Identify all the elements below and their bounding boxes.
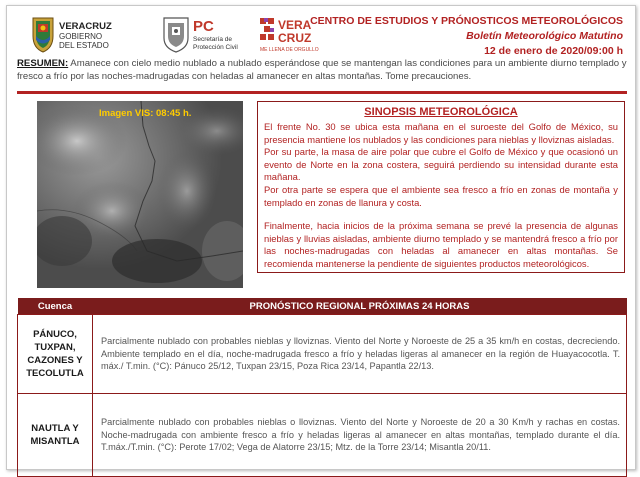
- sinopsis-paragraph-1: El frente No. 30 se ubica esta mañana en el suroeste del Golfo de México, su presencia mantiene los nublados y las condiciones para nieblas y lloviznas aisladas.: [264, 121, 618, 145]
- sinopsis-paragraph-4: Finalmente, hacia inicios de la próxima semana se prevé la presencia de algunas nieblas y lluvias aisladas, ambiente diurno templado y se mantendrá fresco a frío por las noches-madrugadas con heladas al amanecer en altas montañas. Se recomienda mantenerse la pendiente de siguientes productos meteorológicos.: [264, 220, 618, 269]
- sinopsis-box: [257, 101, 625, 273]
- sinopsis-paragraph-2: Por su parte, la masa de aire polar que cubre el Golfo de México y que ocasionó un evento de Norte en la zona costera, seguirá perdiendo su intensidad durante esta mañana.: [264, 146, 618, 183]
- resumen-text: Amanece con cielo medio nublado a nublado esperándose que se mantengan las condiciones para un ambiente diurno templado y fresco a frío por las noches-madrugadas con heladas al amanecer en altas montañas. Tome precauciones.: [17, 58, 627, 82]
- sinopsis-paragraph-3: Por otra parte se espera que el ambiente sea fresco a frío en zonas de montaña y templado en zonas de llanura y costa.: [264, 183, 618, 208]
- veracruz-logo-text-3: DEL ESTADO: [59, 41, 109, 50]
- pc-logo-title: PC: [193, 18, 214, 35]
- satellite-cloud-image: [37, 101, 243, 288]
- forecast-table-header: [18, 298, 627, 315]
- bulletin-subtitle: Boletín Meteorológico Matutino: [466, 30, 623, 42]
- bulletin-header: [310, 14, 623, 59]
- bulletin-date: 12 de enero de 2020/09:00 h: [484, 45, 623, 57]
- bulletin-page: [6, 5, 636, 470]
- forecast-table: [17, 298, 627, 477]
- veracruz-logo-text-2: GOBIERNO: [59, 32, 103, 41]
- satellite-image: [37, 101, 243, 288]
- section-divider: [17, 91, 627, 94]
- proteccion-civil-logo: [160, 14, 255, 54]
- table-row: [18, 394, 627, 477]
- veracruz-logo-text-1: VERACRUZ: [59, 21, 112, 32]
- pc-logo-line-2: Protección Civil: [193, 44, 238, 51]
- region-cell: PÁNUCO, TUXPAN, CAZONES Y TECOLUTLA: [18, 315, 93, 394]
- resumen-paragraph: [17, 57, 627, 83]
- bulletin-title: CENTRO DE ESTUDIOS Y PRÓNOSTICOS METEOROLÓGICOS: [310, 15, 623, 27]
- vc-logo-tagline: ME LLENA DE ORGULLO: [260, 47, 319, 53]
- vc-logo-line-2: CRUZ: [278, 31, 312, 45]
- region-cell: NAUTLA Y MISANTLA: [18, 394, 93, 477]
- col-header-forecast: PRONÓSTICO REGIONAL PRÓXIMAS 24 HORAS: [93, 298, 627, 315]
- vc-logo-line-1: VERA: [278, 18, 312, 32]
- table-row: [18, 315, 627, 394]
- col-header-region: Cuenca: [18, 298, 93, 315]
- forecast-cell: Parcialmente nublado con probables nieblas o lloviznas. Viento del Norte y Noroeste de 20 a 30 Km/h y rachas en costas. Noche-madrugada con ambiente fresco a frío y heladas ligeras al amanecer en altas montañas, templado durante el día. T.máx./T.min. (°C): Perote 17/02; Vega de Alatorre 23/15; Mtz. de la Torre 23/14; Misantla 20/11.: [93, 394, 627, 477]
- forecast-cell: Parcialmente nublado con probables nieblas y lloviznas. Viento del Norte y Noroeste de 25 a 35 km/h en costas, decreciendo. Ambiente templado en el día, noche-madrugada fresco a frío y heladas ligeras al amanecer en la región de Huayacocotla. T. máx./ T.min. (°C): Pánuco 25/12, Tuxpan 23/15, Poza Rica 23/14, Papantla 22/13.: [93, 315, 627, 394]
- satellite-image-label: Imagen VIS: 08:45 h.: [99, 108, 192, 119]
- pc-logo-line-1: Secretaría de: [193, 36, 233, 43]
- sinopsis-title: SINOPSIS METEOROLÓGICA: [364, 106, 518, 118]
- resumen-label: RESUMEN:: [17, 58, 69, 69]
- veracruz-government-logo: [27, 14, 152, 54]
